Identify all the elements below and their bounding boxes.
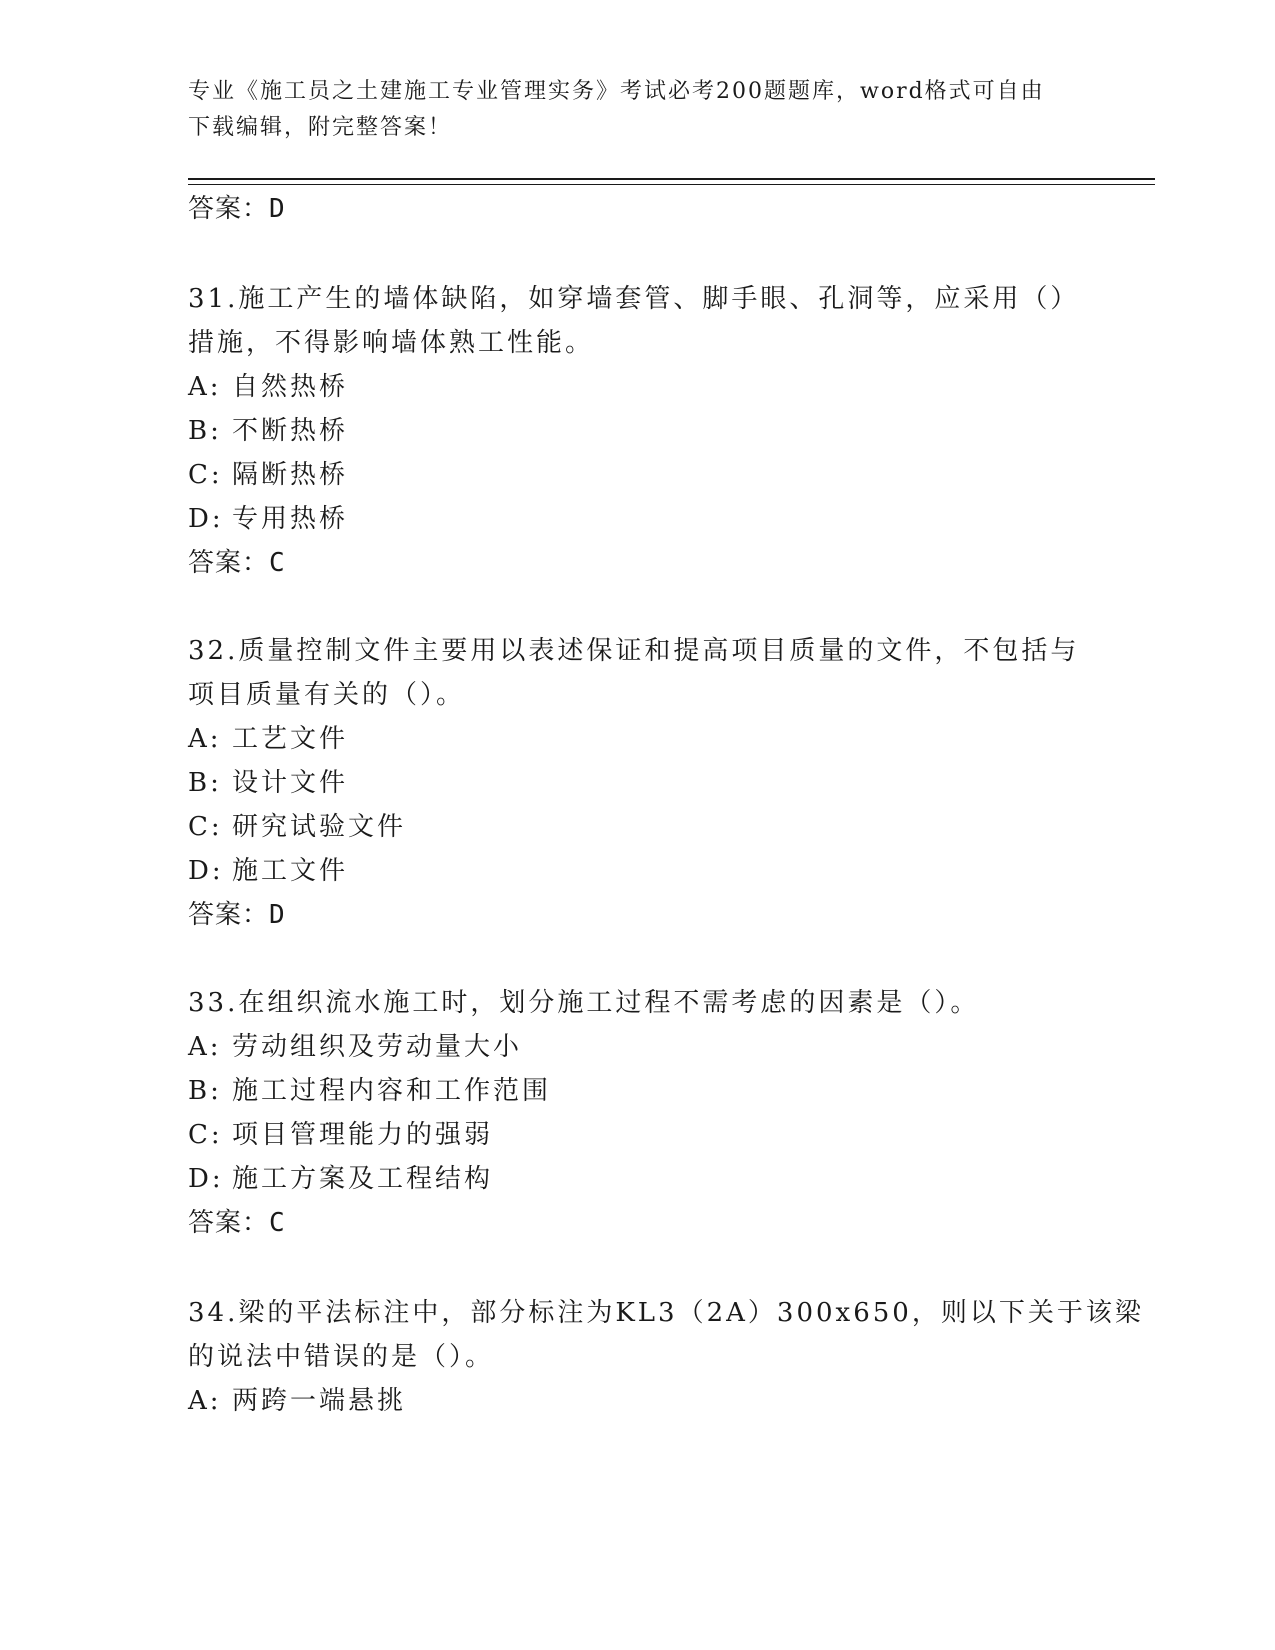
- option-text: 劳动组织及劳动量大小: [232, 1032, 523, 1062]
- option-text: 专用热桥: [232, 504, 349, 534]
- question-34-stem-line-2: 的说法中错误的是（）。: [188, 1342, 495, 1372]
- answer-value: D: [269, 194, 286, 224]
- question-32-stem-line-1: 32.质量控制文件主要用以表述保证和提高项目质量的文件，不包括与: [188, 636, 1080, 666]
- question-33-option-a: [188, 1030, 522, 1064]
- option-letter: B:: [188, 1076, 222, 1106]
- option-letter: A:: [188, 724, 222, 754]
- header-rule-thick: [188, 178, 1155, 180]
- question-32-option-b: [188, 766, 348, 800]
- option-text: 施工文件: [232, 856, 349, 886]
- question-33-option-c: [188, 1118, 493, 1152]
- question-32-option-a: [188, 722, 348, 756]
- question-31-option-b: [188, 414, 348, 448]
- option-text: 工艺文件: [232, 724, 349, 754]
- question-33-option-d: [188, 1162, 493, 1196]
- answer-value: C: [269, 548, 286, 578]
- prev-answer: [188, 192, 286, 226]
- question-33-answer: [188, 1206, 286, 1240]
- question-31-option-a: [188, 370, 348, 404]
- answer-label: 答案：: [188, 548, 270, 578]
- header-line-2: 下载编辑，附完整答案！: [188, 115, 453, 140]
- question-31-stem-line-1: 31.施工产生的墙体缺陷，如穿墙套管、脚手眼、孔洞等，应采用（）: [188, 284, 1080, 314]
- option-text: 隔断热桥: [232, 460, 349, 490]
- option-letter: C:: [188, 460, 223, 490]
- option-text: 施工过程内容和工作范围: [232, 1076, 552, 1106]
- option-letter: A:: [188, 1032, 222, 1062]
- option-letter: A:: [188, 1386, 222, 1416]
- option-text: 项目管理能力的强弱: [232, 1120, 494, 1150]
- question-31-option-c: [188, 458, 348, 492]
- question-32-answer: [188, 898, 286, 932]
- question-33-stem-line-1: 33.在组织流水施工时，划分施工过程不需考虑的因素是（）。: [188, 988, 980, 1018]
- document-header: [188, 74, 1068, 146]
- option-text: 两跨一端悬挑: [232, 1386, 407, 1416]
- question-34-stem-line-1: 34.梁的平法标注中，部分标注为KL3（2A）300x650，则以下关于该梁: [188, 1298, 1144, 1328]
- option-letter: A:: [188, 372, 222, 402]
- question-32-option-d: [188, 854, 348, 888]
- option-text: 自然热桥: [232, 372, 349, 402]
- question-31-stem-line-2: 措施，不得影响墙体熟工性能。: [188, 328, 595, 358]
- answer-label: 答案：: [188, 900, 270, 930]
- option-letter: B:: [188, 416, 222, 446]
- header-rule-thin: [188, 184, 1155, 185]
- answer-value: D: [269, 900, 286, 930]
- answer-value: C: [269, 1208, 286, 1238]
- option-text: 不断热桥: [232, 416, 349, 446]
- option-text: 施工方案及工程结构: [232, 1164, 494, 1194]
- option-text: 研究试验文件: [232, 812, 407, 842]
- question-34-option-a: [188, 1384, 406, 1418]
- answer-label: 答案：: [188, 1208, 270, 1238]
- option-letter: B:: [188, 768, 222, 798]
- answer-label: 答案：: [188, 194, 270, 224]
- header-line-1: 专业《施工员之土建施工专业管理实务》考试必考200题题库，word格式可自由: [188, 79, 1045, 104]
- option-letter: D:: [188, 504, 224, 534]
- question-31-answer: [188, 546, 286, 580]
- option-letter: C:: [188, 1120, 223, 1150]
- question-32-option-c: [188, 810, 406, 844]
- question-32-stem-line-2: 项目质量有关的（）。: [188, 680, 466, 710]
- option-letter: D:: [188, 1164, 224, 1194]
- question-33-option-b: [188, 1074, 551, 1108]
- option-text: 设计文件: [232, 768, 349, 798]
- option-letter: C:: [188, 812, 223, 842]
- question-31-option-d: [188, 502, 348, 536]
- option-letter: D:: [188, 856, 224, 886]
